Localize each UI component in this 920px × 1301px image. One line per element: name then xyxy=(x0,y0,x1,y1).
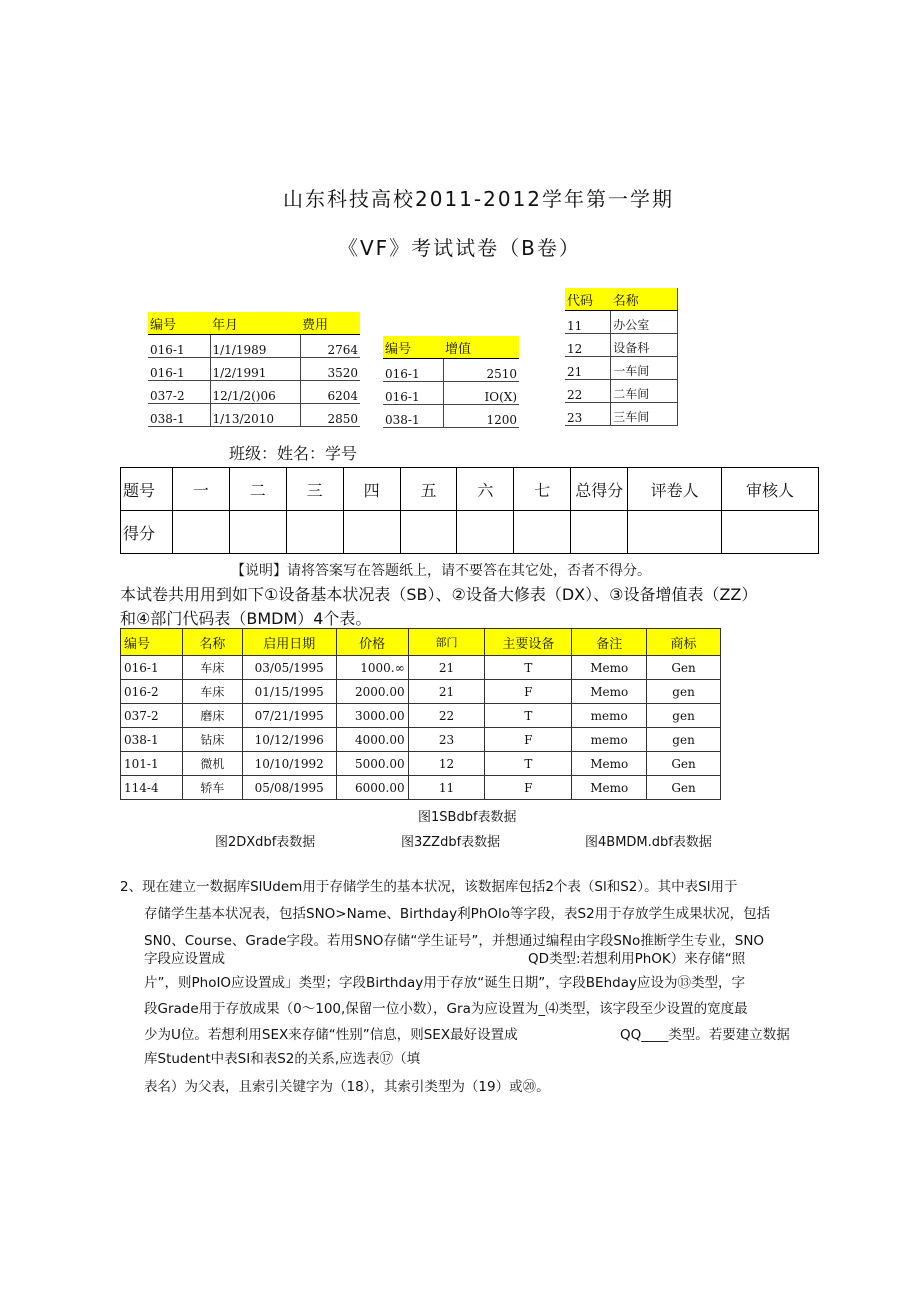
table-cell: memo xyxy=(572,704,647,728)
table-cell: T xyxy=(485,704,572,728)
score-input-cell xyxy=(628,511,722,554)
question-2-line-3: SN0、Course、Grade字段。若用SNO存储“学生证号”，并想通过编程由字段SNo推断学生专业，SNO xyxy=(144,933,765,949)
header-cell: 编号 xyxy=(121,629,183,656)
table-cell: 22 xyxy=(408,704,485,728)
question-2-line-1: 2、现在建立一数据库SlUdem用于存储学生的基本状况，该数据库包括2个表（Sl和S2）。其中表Sl用于 xyxy=(120,879,738,895)
table-cell: gen xyxy=(647,728,721,752)
header-cell: 编号 xyxy=(383,336,443,359)
table-cell: 03/05/1995 xyxy=(242,656,336,680)
table-cell: 5000.00 xyxy=(336,752,408,776)
question-2-line-2: 存储学生基本状况表，包括SNO>Name、Birthday利PhOlo等字段，表S2用于存放学生成果状况，包括 xyxy=(144,906,771,922)
score-header-cell: 五 xyxy=(400,468,457,511)
table-cell: gen xyxy=(647,704,721,728)
header-cell: 价格 xyxy=(336,629,408,656)
table-bmdm xyxy=(565,288,678,426)
table-cell: 037-2 xyxy=(121,704,183,728)
header-cell: 商标 xyxy=(647,629,721,656)
question-2-line-4b: QD类型:若想利用PhOK）来存储“照 xyxy=(528,951,746,967)
table-row xyxy=(121,680,721,704)
table-cell: 016-1 xyxy=(148,358,210,381)
table-cell: 轿车 xyxy=(182,776,242,800)
table-cell: 12 xyxy=(408,752,485,776)
table-cell: 1200 xyxy=(443,405,519,428)
table-cell: 21 xyxy=(565,357,611,380)
table-cell: 3520 xyxy=(300,358,360,381)
header-cell: 部门 xyxy=(408,629,485,656)
table-cell: 038-1 xyxy=(148,404,210,427)
table-cell: Memo xyxy=(572,752,647,776)
table-cell: 2000.00 xyxy=(336,680,408,704)
table-cell: 2850 xyxy=(300,404,360,427)
header-cell: 备注 xyxy=(572,629,647,656)
score-input-cell xyxy=(571,511,628,554)
score-input-cell xyxy=(286,511,343,554)
table-cell: 07/21/1995 xyxy=(242,704,336,728)
table-cell: 23 xyxy=(408,728,485,752)
table-cell: T xyxy=(485,752,572,776)
score-input-cell xyxy=(172,511,229,554)
table-cell: 21 xyxy=(408,680,485,704)
table-cell: T xyxy=(485,656,572,680)
score-header-cell: 审核人 xyxy=(722,468,819,511)
header-cell: 代码 xyxy=(565,288,611,311)
table-cell: 038-1 xyxy=(383,405,443,428)
table-cell: IO(X) xyxy=(443,382,519,405)
table-cell: Gen xyxy=(647,776,721,800)
table-cell: 6204 xyxy=(300,381,360,404)
table-cell: 办公室 xyxy=(611,311,678,334)
score-input-cell xyxy=(343,511,400,554)
caption-fig1: 图1SBdbf表数据 xyxy=(418,810,517,825)
table-cell: F xyxy=(485,680,572,704)
score-header-cell: 四 xyxy=(343,468,400,511)
table-cell: 车床 xyxy=(182,656,242,680)
table-cell: 三车间 xyxy=(611,403,678,426)
header-cell: 年月 xyxy=(210,312,300,335)
table-cell: 016-1 xyxy=(148,335,210,358)
question-2-line-5: 片”，则PhoIO应设置成」类型；字段Birthday用于存放“诞生日期”，字段BEhday应设为⑬类型，字 xyxy=(144,975,745,991)
table-cell: 23 xyxy=(565,403,611,426)
exam-subtitle: 《VF》考试试卷（B卷） xyxy=(338,236,581,260)
table-cell: 10/10/1992 xyxy=(242,752,336,776)
table-cell: 钻床 xyxy=(182,728,242,752)
table-cell: Gen xyxy=(647,752,721,776)
question-2-line-6: 段Grade用于存放成果（0～100,保留一位小数），Gra为应设置为_⑷类型，该字段至少设置的宽度最 xyxy=(144,1001,748,1017)
table-cell: 12/1/2()06 xyxy=(210,381,300,404)
table-cell: 016-1 xyxy=(383,382,443,405)
score-header-cell: 七 xyxy=(514,468,571,511)
table-cell: gen xyxy=(647,680,721,704)
table-row xyxy=(121,776,721,800)
table-cell: 1/1/1989 xyxy=(210,335,300,358)
header-cell: 名称 xyxy=(182,629,242,656)
table-cell: 设备科 xyxy=(611,334,678,357)
table-cell: Memo xyxy=(572,656,647,680)
score-header-cell: 评卷人 xyxy=(628,468,722,511)
table-cell: Memo xyxy=(572,680,647,704)
table-cell: 016-2 xyxy=(121,680,183,704)
question-2-line-7b: QQ____类型。若要建立数据 xyxy=(620,1027,790,1043)
caption-fig2: 图2DXdbf表数据 xyxy=(215,835,316,850)
score-header-cell: 总得分 xyxy=(571,468,628,511)
table-row xyxy=(121,728,721,752)
table-cell: 车床 xyxy=(182,680,242,704)
table-cell: 01/15/1995 xyxy=(242,680,336,704)
header-cell: 主要设备 xyxy=(485,629,572,656)
table-cell: 21 xyxy=(408,656,485,680)
table-cell: 05/08/1995 xyxy=(242,776,336,800)
exam-title: 山东科技高校2011-2012学年第一学期 xyxy=(283,187,675,211)
header-cell: 增值 xyxy=(443,336,519,359)
table-cell: 二车间 xyxy=(611,380,678,403)
table-cell: 11 xyxy=(408,776,485,800)
score-input-cell xyxy=(722,511,819,554)
table-cell: memo xyxy=(572,728,647,752)
table-cell: 磨床 xyxy=(182,704,242,728)
table-zz xyxy=(383,336,519,428)
intro-line-2: 和④部门代码表（BMDM）4个表。 xyxy=(120,609,372,628)
table-cell: 016-1 xyxy=(383,359,443,382)
table-cell: 2510 xyxy=(443,359,519,382)
table-cell: 4000.00 xyxy=(336,728,408,752)
score-row-label: 得分 xyxy=(121,511,173,554)
table-cell: F xyxy=(485,728,572,752)
table-cell: 3000.00 xyxy=(336,704,408,728)
table-cell: 11 xyxy=(565,311,611,334)
table-row xyxy=(121,656,721,680)
table-dx xyxy=(148,312,360,427)
student-info-line: 班级：姓名：学号 xyxy=(229,444,358,463)
question-2-line-9: 表名）为父表，且索引关键字为（18），其索引类型为（19）或⑳。 xyxy=(144,1079,550,1095)
score-table xyxy=(120,467,819,554)
score-header-cell: 一 xyxy=(172,468,229,511)
score-input-cell xyxy=(514,511,571,554)
score-header-cell: 三 xyxy=(286,468,343,511)
table-cell: 一车间 xyxy=(611,357,678,380)
score-input-cell xyxy=(457,511,514,554)
table-cell: 12 xyxy=(565,334,611,357)
question-2-line-4a: 字段应设置成 xyxy=(144,951,225,967)
table-cell: 1000.∞ xyxy=(336,656,408,680)
score-input-cell xyxy=(229,511,286,554)
table-cell: F xyxy=(485,776,572,800)
score-input-cell xyxy=(400,511,457,554)
intro-line-1: 本试卷共用用到如下①设备基本状况表（SB）、②设备大修表（DX）、③设备增值表（ZZ） xyxy=(120,585,758,604)
table-cell: 6000.00 xyxy=(336,776,408,800)
table-cell: 22 xyxy=(565,380,611,403)
table-cell: 114-4 xyxy=(121,776,183,800)
score-header-cell: 二 xyxy=(229,468,286,511)
table-cell: 微机 xyxy=(182,752,242,776)
table-cell: 2764 xyxy=(300,335,360,358)
table-row xyxy=(121,704,721,728)
table-cell: Memo xyxy=(572,776,647,800)
question-2-line-8: 库Student中表SI和表S2的关系,应选表⑰（填 xyxy=(144,1051,421,1067)
table-cell: 038-1 xyxy=(121,728,183,752)
score-header-cell: 六 xyxy=(457,468,514,511)
table-cell: Gen xyxy=(647,656,721,680)
header-cell: 启用日期 xyxy=(242,629,336,656)
table-cell: 037-2 xyxy=(148,381,210,404)
table-cell: 10/12/1996 xyxy=(242,728,336,752)
caption-fig4: 图4BMDM.dbf表数据 xyxy=(585,835,712,850)
score-header-cell: 题号 xyxy=(121,468,173,511)
header-cell: 编号 xyxy=(148,312,210,335)
question-2-line-7a: 少为U位。若想利用SEX来存储“性别”信息，则SEX最好设置成 xyxy=(144,1027,518,1043)
instruction-note: 【说明】请将答案写在答题纸上，请不要答在其它处，否者不得分。 xyxy=(231,563,651,579)
table-sb xyxy=(120,628,721,800)
table-row xyxy=(121,752,721,776)
header-cell: 名称 xyxy=(611,288,678,311)
header-cell: 费用 xyxy=(300,312,360,335)
table-cell: 1/13/2010 xyxy=(210,404,300,427)
table-cell: 101-1 xyxy=(121,752,183,776)
caption-fig3: 图3ZZdbf表数据 xyxy=(401,835,501,850)
table-cell: 016-1 xyxy=(121,656,183,680)
table-cell: 1/2/1991 xyxy=(210,358,300,381)
